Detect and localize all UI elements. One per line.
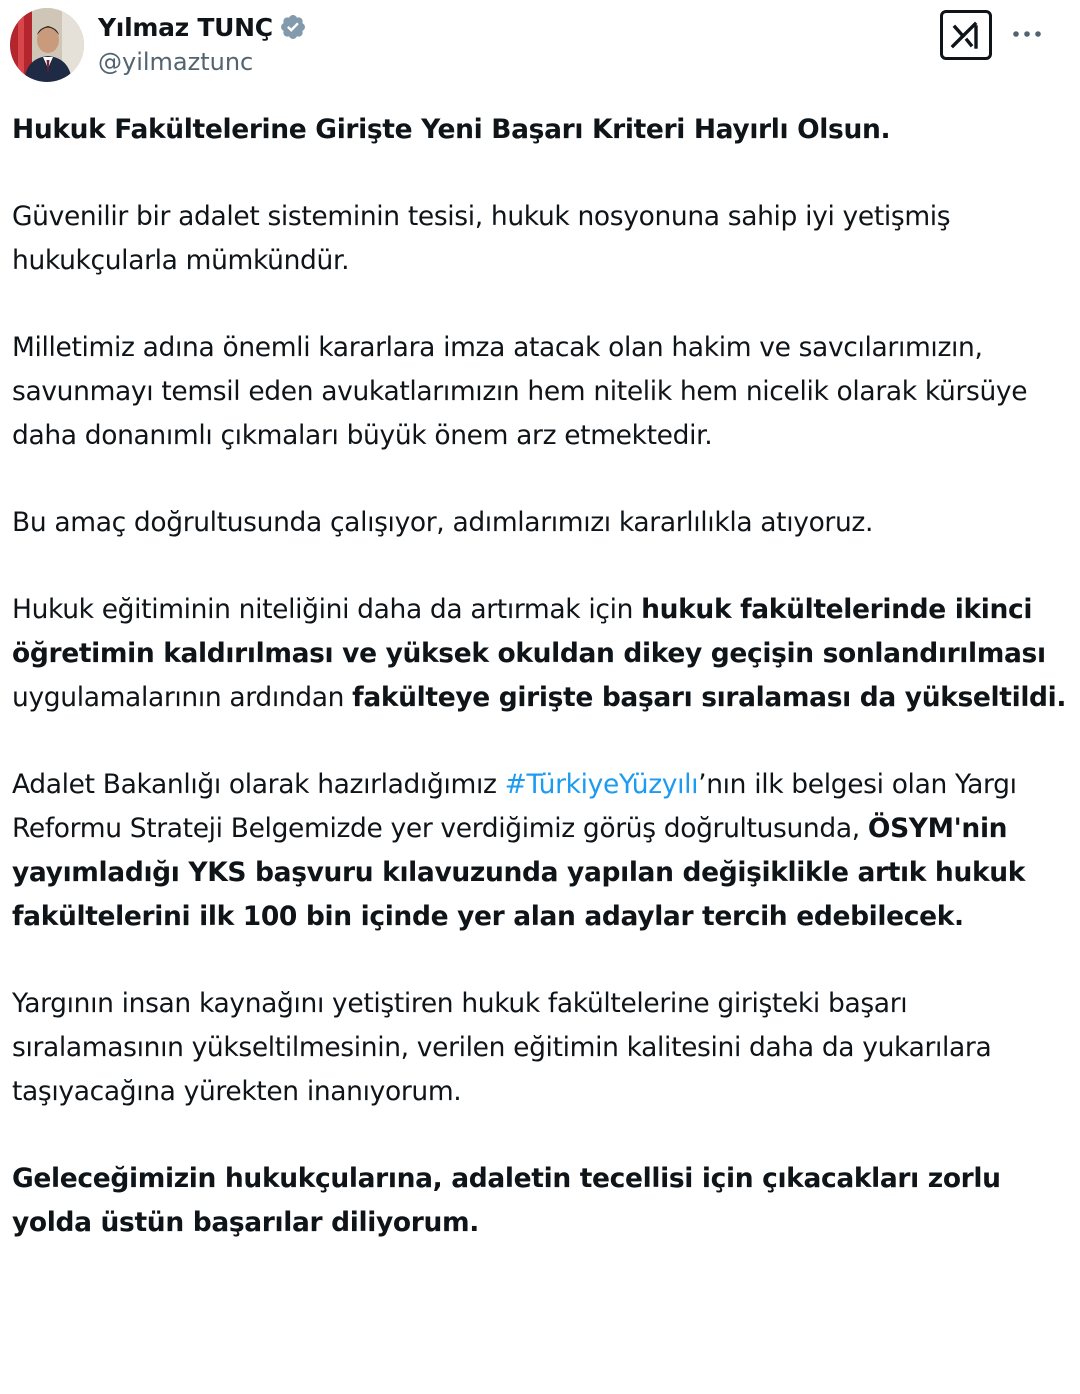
tweet-text [12, 108, 1067, 1245]
display-name[interactable]: Yılmaz TUNÇ [98, 12, 273, 42]
profile-photo [10, 8, 84, 82]
tweet-paragraph-5 [12, 763, 1067, 939]
more-options-icon [1012, 30, 1042, 38]
tweet-header [10, 8, 1072, 82]
tweet-paragraph-1: Güvenilir bir adalet sisteminin tesisi, hukuk nosyonuna sahip iyi yetişmiş hukukçularla mümkündür. [12, 201, 951, 276]
tweet-title: Hukuk Fakültelerine Girişte Yeni Başarı Kriteri Hayırlı Olsun. [12, 114, 891, 145]
p4-bold-b: hukuk fakültelerinde ikinci öğretimin kaldırılması ve yüksek okuldan dikey geçişin sonlandırılması [12, 594, 1046, 669]
p5-bold-c: ÖSYM'nin yayımladığı YKS başvuru kılavuzunda yapılan değişiklikle artık hukuk fakültelerini ilk 100 bin içinde yer alan adaylar tercih edebilecek. [12, 813, 1026, 932]
verified-badge-icon[interactable] [279, 13, 307, 41]
p4-text-c: uygulamalarının ardından [12, 682, 353, 713]
p4-bold-d: fakülteye girişte başarı sıralaması da yükseltildi. [352, 682, 1067, 713]
p4-text-a: Hukuk eğitiminin niteliğini daha da artırmak için [12, 594, 642, 625]
hashtag-link[interactable]: #TürkiyeYüzyılı [504, 769, 699, 800]
tweet-paragraph-6: Yargının insan kaynağını yetiştiren hukuk fakültelerine girişteki başarı sıralamasının yükseltilmesinin, verilen eğitimin kalitesini daha da yukarılara taşıyacağına yürekten inanıyorum. [12, 988, 992, 1107]
author-info [98, 10, 307, 76]
display-name-row [98, 10, 307, 44]
p5-text-a: Adalet Bakanlığı olarak hazırladığımız [12, 769, 505, 800]
author-handle[interactable]: @yilmaztunc [98, 48, 254, 76]
grok-button[interactable] [940, 10, 992, 60]
tweet-paragraph-7: Geleceğimizin hukukçularına, adaletin tecellisi için çıkacakları zorlu yolda üstün başarılar diliyorum. [12, 1163, 1001, 1238]
avatar[interactable] [10, 8, 84, 82]
grok-icon [949, 18, 983, 52]
more-options-button[interactable] [1005, 12, 1049, 56]
tweet-paragraph-4 [12, 588, 1067, 720]
tweet-paragraph-2: Milletimiz adına önemli kararlara imza atacak olan hakim ve savcılarımızın, savunmayı temsil eden avukatlarımızın hem nitelik hem nicelik olarak kürsüye daha donanımlı çıkmaları büyük önem arz etmektedir. [12, 332, 1028, 451]
p5-text-b: ’nın ilk belgesi olan Yargı Reformu Strateji Belgemizde yer verdiğimiz görüş doğrultusunda, [12, 769, 1017, 844]
tweet-paragraph-3: Bu amaç doğrultusunda çalışıyor, adımlarımızı kararlılıkla atıyoruz. [12, 507, 874, 538]
